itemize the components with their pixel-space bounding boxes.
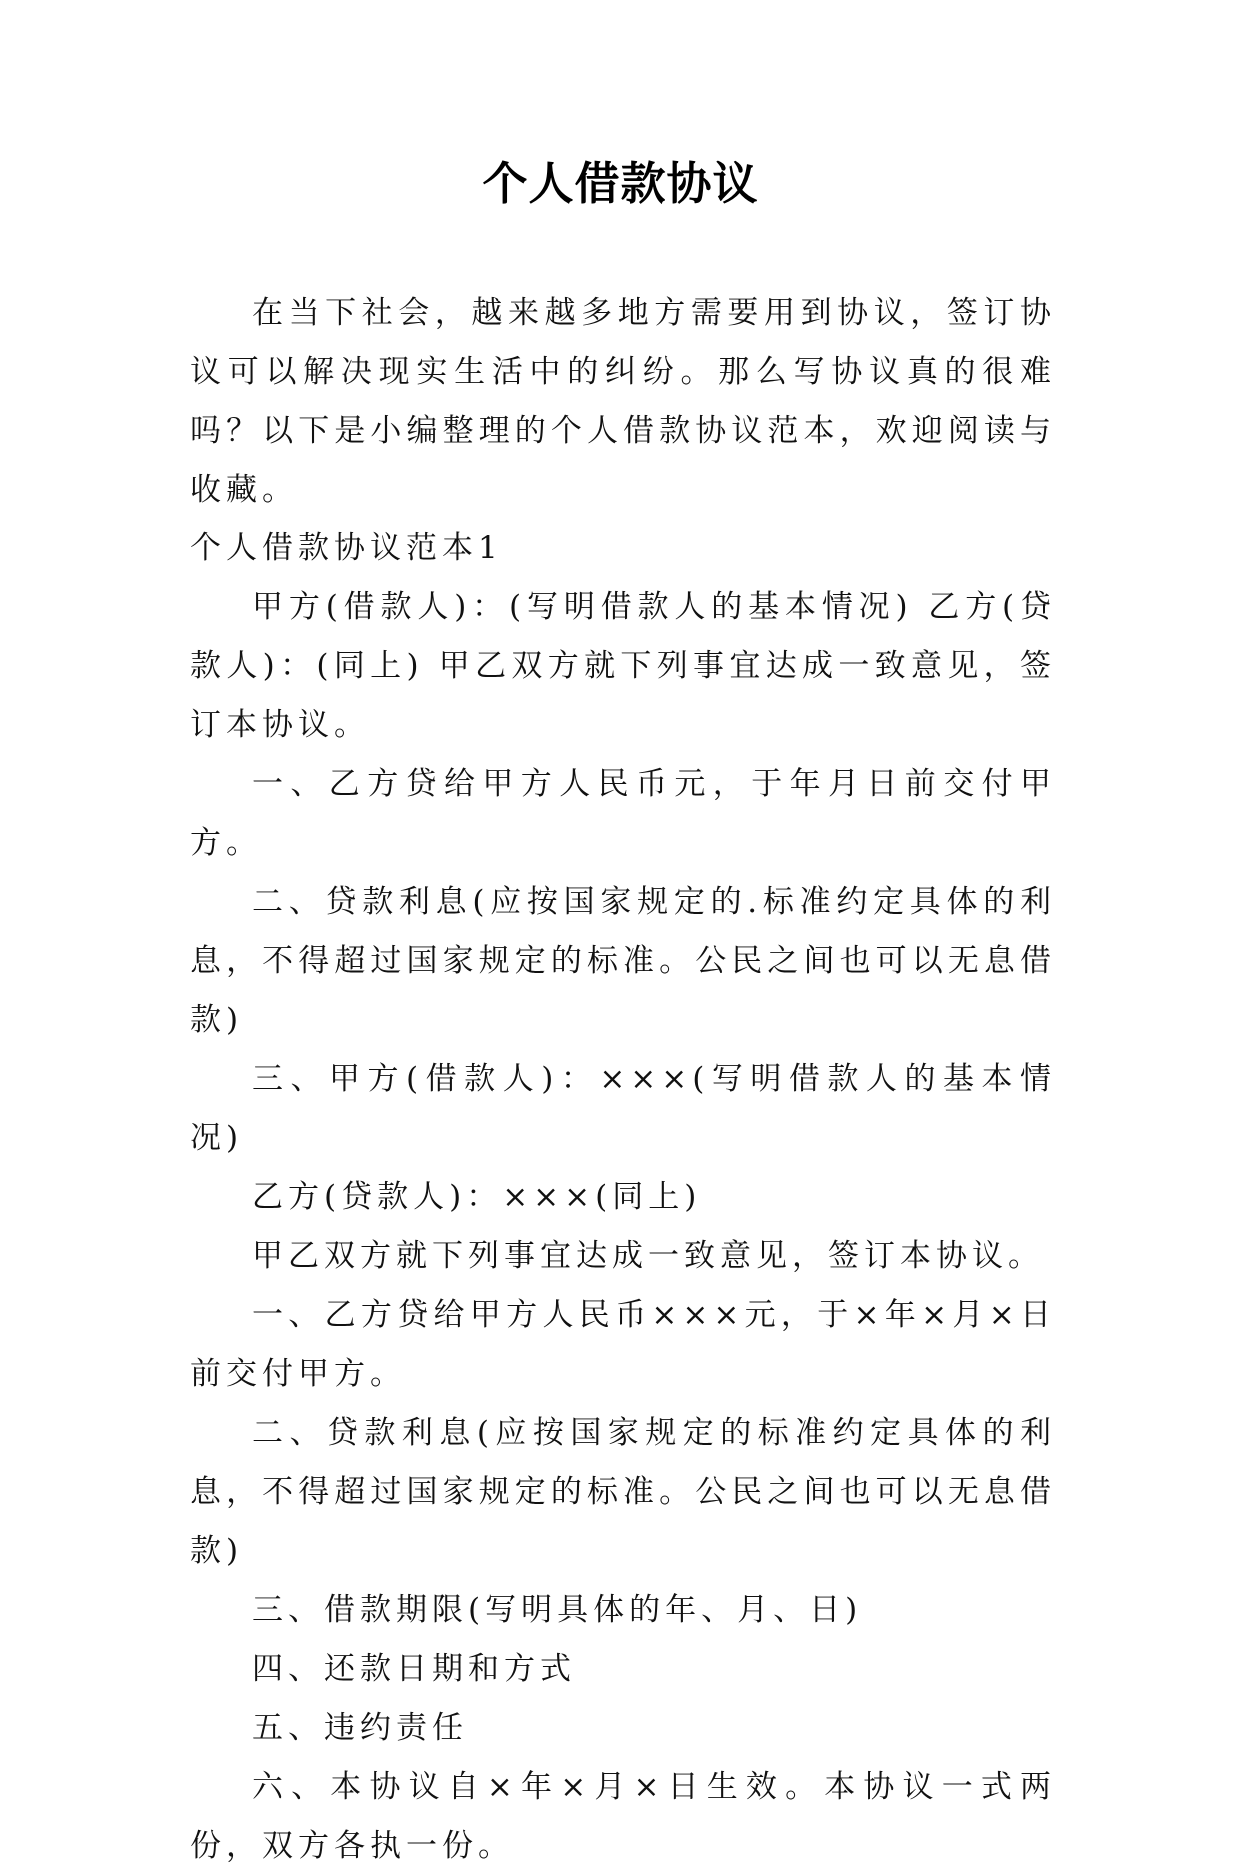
intro-paragraph: 在当下社会，越来越多地方需要用到协议，签订协议可以解决现实生活中的纠纷。那么写协议真的很难吗？以下是小编整理的个人借款协议范本，欢迎阅读与收藏。 xyxy=(190,295,1056,508)
clause-liability: 五、违约责任 xyxy=(252,1710,468,1746)
agreement-statement: 甲乙双方就下列事宜达成一致意见，签订本协议。 xyxy=(252,1238,1044,1274)
clause-effective-date: 六、本协议自×年×月×日生效。本协议一式两份，双方各执一份。 xyxy=(190,1769,1056,1864)
document-title: 个人借款协议 xyxy=(482,157,759,210)
clause-loan-amount-detailed: 一、乙方贷给甲方人民币×××元，于×年×月×日前交付甲方。 xyxy=(190,1297,1056,1392)
intro-block xyxy=(190,284,1056,520)
clause-lender: 乙方(贷款人)：×××(同上) xyxy=(252,1179,702,1215)
clause-loan-term: 三、借款期限(写明具体的年、月、日) xyxy=(252,1592,863,1628)
agreement-template-section xyxy=(190,519,1056,1876)
clause-loan-interest: 二、贷款利息(应按国家规定的.标准约定具体的利息，不得超过国家规定的标准。公民之间也可以无息借款) xyxy=(190,884,1056,1038)
clause-repayment: 四、还款日期和方式 xyxy=(252,1651,576,1687)
parties-paragraph: 甲方(借款人)：(写明借款人的基本情况) 乙方(贷款人)：(同上) 甲乙双方就下列事宜达成一致意见，签订本协议。 xyxy=(190,589,1056,743)
clause-loan-amount: 一、乙方贷给甲方人民币元，于年月日前交付甲方。 xyxy=(190,766,1056,861)
clause-borrower: 三、甲方(借款人)：×××(写明借款人的基本情况) xyxy=(190,1061,1056,1156)
section-heading: 个人借款协议范本1 xyxy=(190,530,503,566)
clause-loan-interest-detailed: 二、贷款利息(应按国家规定的标准约定具体的利息，不得超过国家规定的标准。公民之间也可以无息借款) xyxy=(190,1415,1056,1569)
